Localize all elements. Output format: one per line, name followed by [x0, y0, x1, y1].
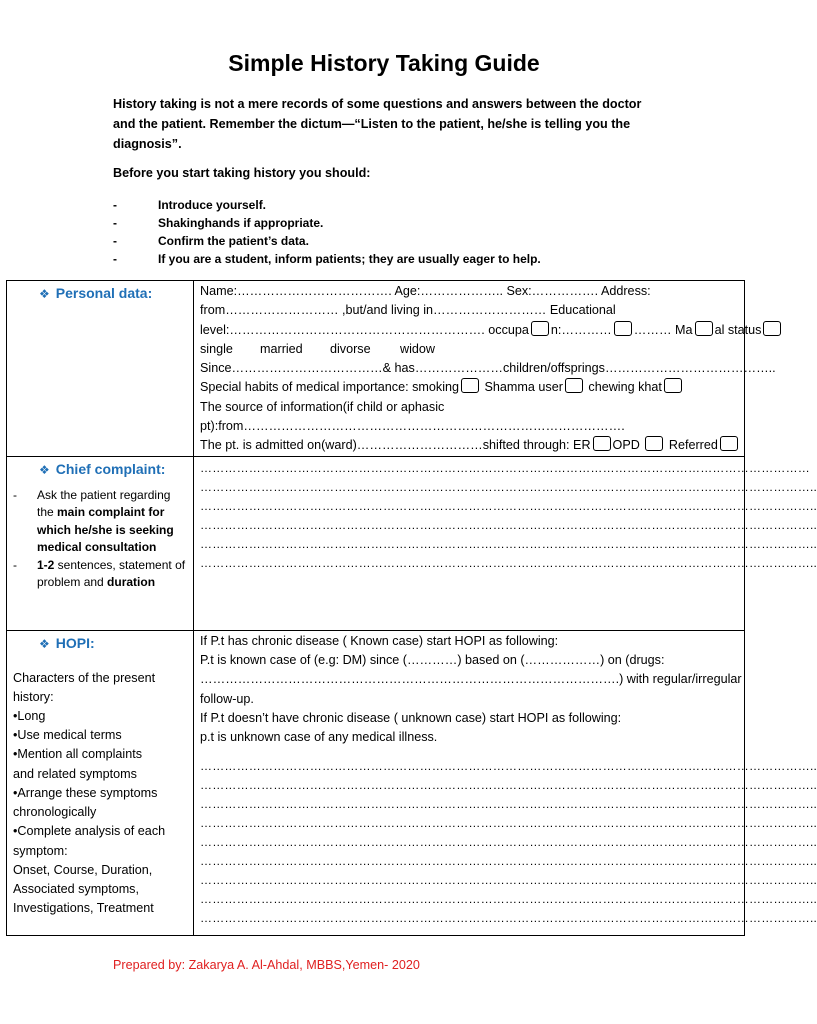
hopi-heading: HOPI:: [55, 634, 95, 651]
answer-line: ……………………………………………………………………………………………………………………………………..: [200, 536, 817, 551]
unknown-case-instruction: If P.t doesn’t have chronic disease ( unknown case) start HOPI as following:: [200, 710, 622, 725]
known-case-template-cont: ……………………………………………………………………………………….) with regular/irregular: [200, 672, 742, 687]
before-heading: Before you start taking history you should:: [113, 166, 371, 180]
list-item: - Ask the patient regarding the main complaint for which he/she is seeking medical consultation: [13, 487, 174, 555]
source-info-line: The source of information(if child or aphasic: [200, 399, 445, 414]
answer-line: ……………………………………………………………………………………………………………………………………..: [200, 479, 817, 494]
answer-line: ……………………………………………………………………………………………………………………………………..: [200, 835, 817, 850]
special-habits-line: Special habits of medical importance: smoking Shamma user chewing khat: [200, 378, 744, 397]
list-item: - If you are a student, inform patients; they are usually eager to help.: [113, 252, 541, 266]
address-line: from……………………… ,but/and living in……………………… Educational: [200, 303, 616, 318]
chief-complaint-label-cell: [7, 456, 194, 630]
known-case-instruction: If P.t has chronic disease ( Known case) start HOPI as following:: [200, 633, 559, 648]
answer-line: ……………………………………………………………………………………………………………………………………..: [200, 816, 817, 831]
diamond-bullet-icon: ❖: [39, 636, 50, 651]
option-widow: widow: [400, 341, 435, 356]
answer-line: ……………………………………………………………………………………………………………………………………..: [200, 555, 817, 570]
admission-line: The pt. is admitted on(ward)…………………………shifted through: ER OPD Referred: [200, 436, 744, 455]
occupation-type-checkbox[interactable]: [614, 321, 632, 336]
answer-line: ……………………………………………………………………………………………………………………………………: [200, 460, 810, 475]
occupation-checkbox[interactable]: [531, 321, 549, 336]
answer-line: ……………………………………………………………………………………………………………………………………..: [200, 911, 817, 926]
khat-checkbox[interactable]: [664, 378, 682, 393]
option-divorse: divorse: [330, 341, 371, 356]
diamond-bullet-icon: ❖: [39, 287, 50, 301]
opd-checkbox[interactable]: [645, 436, 663, 451]
history-form-table: [6, 280, 817, 936]
list-item: - Confirm the patient’s data.: [113, 234, 309, 248]
chief-complaint-heading: Chief complaint:: [55, 460, 166, 477]
personal-data-heading: Personal data:: [55, 285, 153, 301]
option-single: single: [200, 341, 233, 356]
personal-data-fields-cell: [194, 281, 776, 457]
intro-paragraph: History taking is not a mere records of some questions and answers between the doctor and the patient. Remember the dictum—“Listen to the patient, he/she is telling you the diagnosis”.: [113, 97, 642, 151]
answer-line: ……………………………………………………………………………………………………………………………………..: [200, 498, 817, 513]
answer-line: ……………………………………………………………………………………………………………………………………..: [200, 759, 817, 774]
marital-options-line: [200, 340, 744, 359]
option-married: married: [260, 341, 303, 356]
diamond-bullet-icon: ❖: [39, 462, 50, 477]
answer-line: ……………………………………………………………………………………………………………………………………..: [200, 797, 817, 812]
chief-complaint-answer-cell[interactable]: [194, 456, 817, 630]
preparation-list: [113, 196, 541, 268]
personal-data-label-cell: [7, 281, 194, 457]
children-line: Since………………………………& has…………………children/offsprings…………………………………..: [200, 361, 776, 376]
hopi-answer-cell[interactable]: [194, 630, 817, 935]
list-item: - Introduce yourself.: [113, 198, 267, 212]
unknown-case-template: p.t is unknown case of any medical illness.: [200, 730, 438, 745]
answer-line: ……………………………………………………………………………………………………………………………………..: [200, 892, 817, 907]
answer-line: ……………………………………………………………………………………………………………………………………..: [200, 778, 817, 793]
source-from-line: pt):from……………………………………………………………………………….: [200, 419, 625, 434]
answer-line: ……………………………………………………………………………………………………………………………………..: [200, 873, 817, 888]
list-item: - 1-2 sentences, statement of problem and duration: [13, 557, 186, 590]
education-occupation-line: level:……………………………………………………. occupa n:………… ……… Ma al status: [200, 321, 744, 340]
hopi-guidance: Characters of the present history: •Long •Use medical terms •Mention all complaints and related symptoms •Arrange these symptoms chronologically •Complete analysis of each symptom: Onset, Course, Duration, Associated symptoms, Investigations, Treatment: [13, 670, 166, 916]
marital-status-checkbox[interactable]: [763, 321, 781, 336]
footer-credit: Prepared by: Zakarya A. Al-Ahdal, MBBS,Yemen- 2020: [113, 958, 420, 972]
known-case-template: P.t is known case of (e.g: DM) since (…………) based on (………………) on (drugs:: [200, 652, 665, 667]
hopi-row: [7, 630, 745, 935]
answer-line: ……………………………………………………………………………………………………………………………………..: [200, 854, 817, 869]
name-age-sex-line: Name:………………………………. Age:……………….. Sex:……………. Address:: [200, 284, 651, 298]
referred-checkbox[interactable]: [720, 436, 738, 451]
smoking-checkbox[interactable]: [461, 378, 479, 393]
personal-data-row: [7, 281, 745, 457]
marital-checkbox-a[interactable]: [695, 321, 713, 336]
answer-line: ……………………………………………………………………………………………………………………………………..: [200, 517, 817, 532]
list-item: - Shakinghands if appropriate.: [113, 216, 324, 230]
document-title: Simple History Taking Guide: [228, 50, 540, 76]
hopi-label-cell: [7, 630, 194, 935]
shamma-checkbox[interactable]: [565, 378, 583, 393]
chief-complaint-row: [7, 456, 745, 630]
known-case-followup: follow-up.: [200, 691, 254, 706]
er-checkbox[interactable]: [593, 436, 611, 451]
